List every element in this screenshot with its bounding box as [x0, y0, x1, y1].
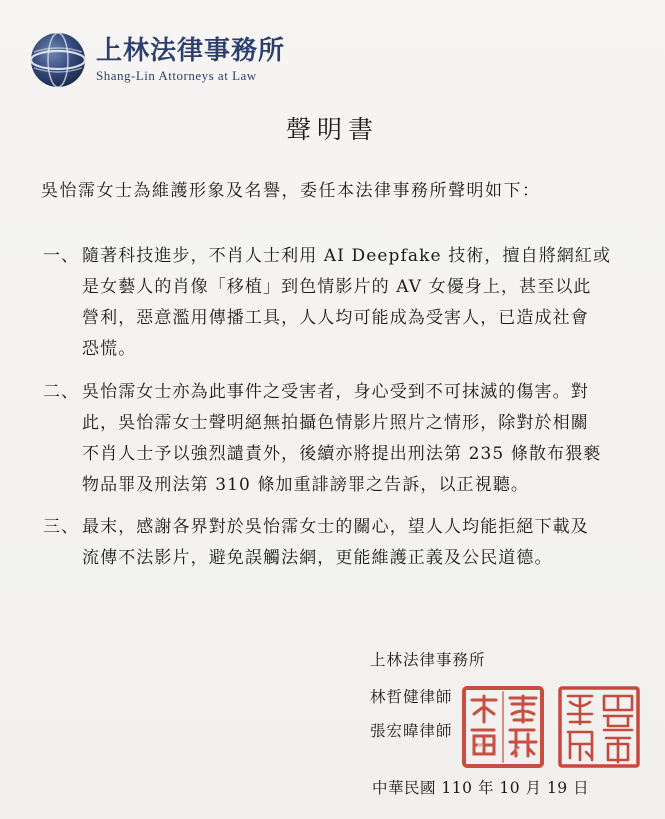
clause-line: 營利，惡意濫用傳播工具，人人均可能成為受害人，已造成社會 — [82, 308, 589, 328]
signature-lawyer-1: 林哲健律師 — [370, 688, 453, 706]
clause-line: 最末，感謝各界對於吳怡霈女士的關心，望人人均能拒絕下載及 — [82, 517, 589, 537]
clause-line: 不肖人士予以強烈譴責外，後續亦將提出刑法第 235 條散布猥褻 — [82, 444, 602, 464]
clause-2 — [43, 377, 601, 501]
clause-line: 流傳不法影片，避免誤觸法網，更能維護正義及公民道德。 — [82, 548, 553, 568]
signature-firm: 上林法律事務所 — [370, 651, 486, 669]
intro-paragraph: 吳怡霈女士為維護形象及名譽，委任本法律事務所聲明如下： — [41, 181, 541, 201]
lawyer-seal-2-icon — [556, 684, 642, 770]
clause-number: 一、 — [43, 246, 79, 266]
signature-date: 中華民國 110 年 10 月 19 日 — [372, 779, 590, 797]
globe-logo-icon — [28, 30, 88, 90]
document-title: 聲明書 — [285, 115, 379, 144]
firm-name-en: Shang-Lin Attorneys at Law — [96, 68, 257, 83]
clause-1 — [43, 241, 611, 365]
lawyer-seal-1-icon — [460, 684, 546, 770]
clause-line: 是女藝人的肖像「移植」到色情影片的 AV 女優身上，甚至以此 — [82, 277, 592, 297]
clause-line: 隨著科技進步，不肖人士利用 AI Deepfake 技術，擅自將網紅或 — [82, 246, 612, 266]
clause-line: 吳怡霈女士亦為此事件之受害者，身心受到不可抹滅的傷害。對 — [82, 382, 589, 402]
clause-number: 二、 — [43, 382, 79, 402]
letterhead — [28, 30, 285, 90]
firm-name-zh: 上林法律事務所 — [96, 36, 286, 66]
clause-number: 三、 — [43, 517, 79, 537]
clause-line: 物品罪及刑法第 310 條加重誹謗罪之告訴，以正視聽。 — [82, 475, 529, 495]
clause-line: 此，吳怡霈女士聲明絕無拍攝色情影片照片之情形，除對於相關 — [82, 413, 589, 433]
signature-lawyer-2: 張宏暐律師 — [370, 722, 453, 740]
clause-3 — [43, 512, 589, 574]
clause-line: 恐慌。 — [82, 339, 137, 359]
